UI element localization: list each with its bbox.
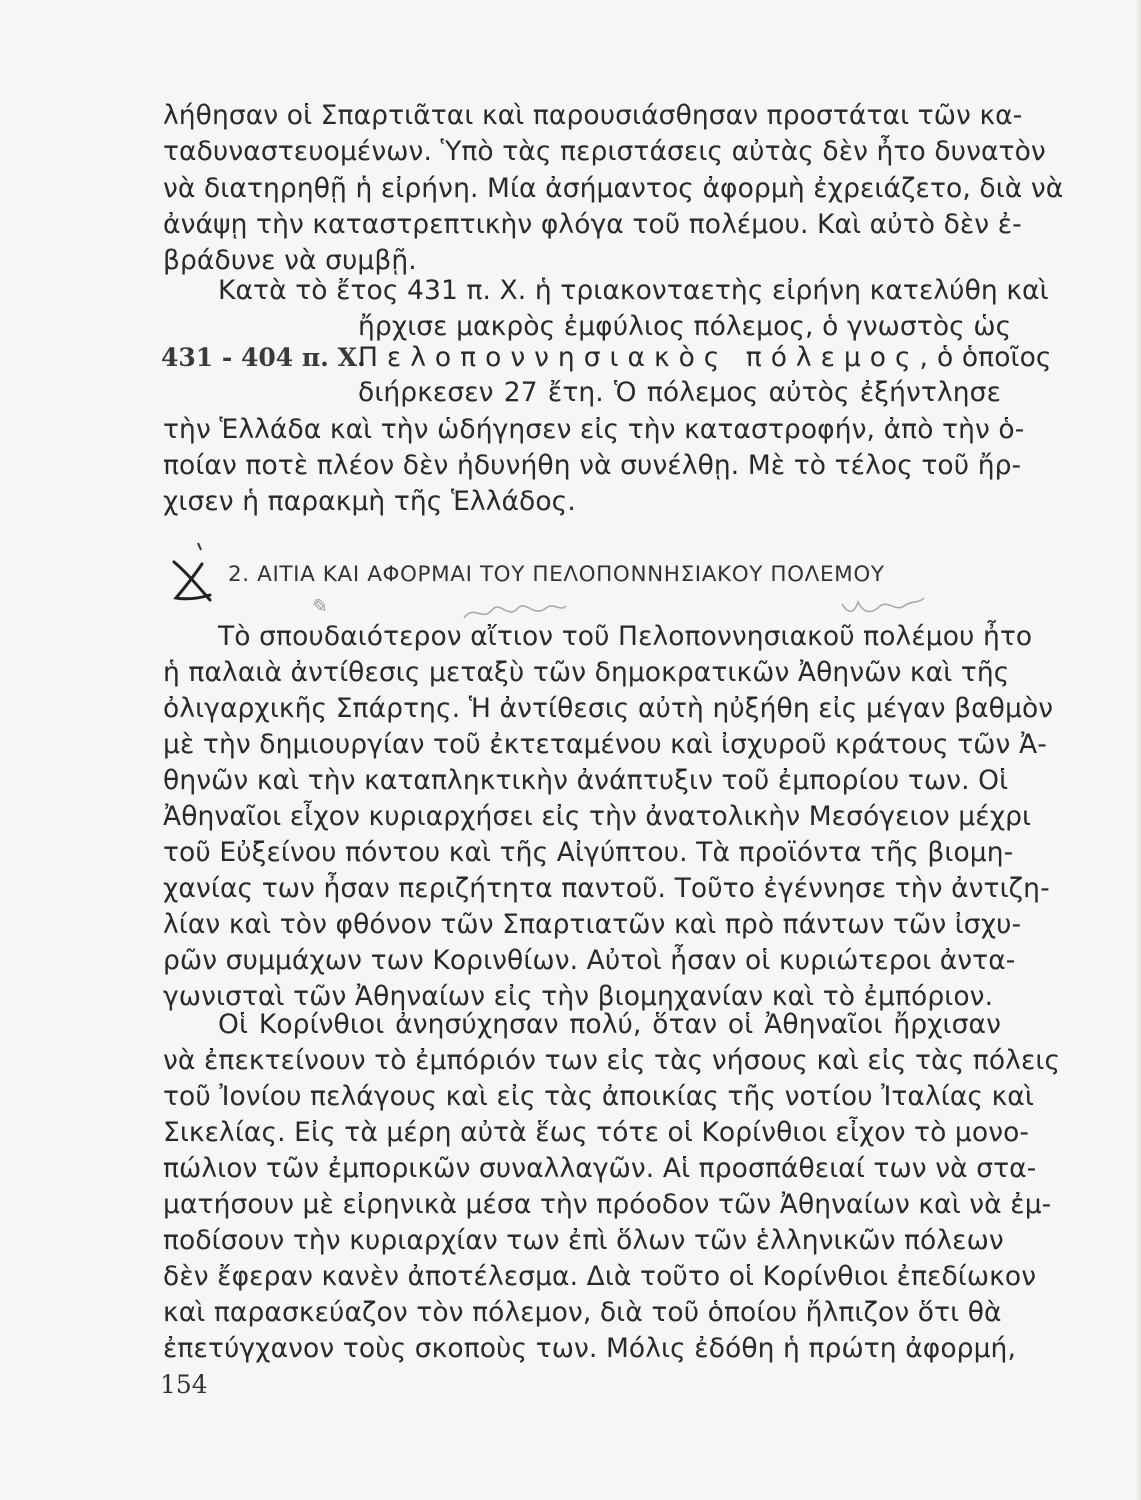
text-line: θηνῶν καὶ τὴν καταπληκτικὴν ἀνάπτυξιν τοῦ ἐμπορίου των. Οἱ xyxy=(163,765,1009,796)
text-line: Ἀθηναῖοι εἶχον κυριαρχήσει εἰς τὴν ἀνατολικὴν Μεσόγειον μέχρι xyxy=(163,801,1032,832)
text-line: πώλιον τῶν ἐμπορικῶν συναλλαγῶν. Αἱ προσπάθειαί των νὰ στα- xyxy=(163,1153,1037,1184)
text-line: τὴν Ἑλλάδα καὶ τὴν ὡδήγησεν εἰς τὴν καταστροφήν, ἀπὸ τὴν ὁ- xyxy=(163,414,1025,445)
text-line: βράδυνε νὰ συμβῇ. xyxy=(163,245,417,276)
text-line: νὰ ἐπεκτείνουν τὸ ἐμπόριόν των εἰς τὰς νήσους καὶ εἰς τὰς πόλεις xyxy=(163,1045,1061,1076)
text-line: ματήσουν μὲ εἰρηνικὰ μέσα τὴν πρόοδον τῶν Ἀθηναίων καὶ νὰ ἐμ- xyxy=(163,1189,1052,1220)
text-line: Κατὰ τὸ ἔτος 431 π. Χ. ἡ τριακονταετὴς εἰρήνη κατελύθη καὶ xyxy=(218,275,1049,306)
pencil-scribble-icon xyxy=(838,592,928,620)
text-line: Τὸ σπουδαιότερον αἴτιον τοῦ Πελοποννησιακοῦ πολέμου ἦτο xyxy=(218,621,1033,652)
text-line: δὲν ἔφεραν κανὲν ἀποτέλεσμα. Διὰ τοῦτο οἱ Κορίνθιοι ἐπεδίωκον xyxy=(163,1261,1037,1292)
section-heading: 2. ΑΙΤΙΑ ΚΑΙ ΑΦΟΡΜΑΙ ΤΟΥ ΠΕΛΟΠΟΝΝΗΣΙΑΚΟΥ ΠΟΛΕΜΟΥ xyxy=(228,562,885,587)
text-line: ποδίσουν τὴν κυριαρχίαν των ἐπὶ ὅλων τῶν ἑλληνικῶν πόλεων xyxy=(163,1225,1004,1256)
text-line: ταδυναστευομένων. Ὑπὸ τὰς περιστάσεις αὐτὰς δὲν ἦτο δυνατὸν xyxy=(163,136,1046,167)
text-line: ἤρχισε μακρὸς ἐμφύλιος πόλεμος, ὁ γνωστὸς ὡς xyxy=(358,311,1012,342)
text-line: Σικελίας. Εἰς τὰ μέρη αὐτὰ ἕως τότε οἱ Κορίνθιοι εἶχον τὸ μονο- xyxy=(163,1117,1030,1148)
text-fragment: ὁ ὁποῖος xyxy=(936,342,1052,373)
text-line: λίαν καὶ τὸν φθόνον τῶν Σπαρτιατῶν καὶ πρὸ πάντων τῶν ἰσχυ- xyxy=(163,909,1022,940)
pencil-note-icon: ✎ xyxy=(308,593,329,619)
text-line: διήρκεσεν 27 ἔτη. Ὁ πόλεμος αὐτὸς ἐξήντλησε xyxy=(358,377,1001,408)
text-line: χανίας των ἦσαν περιζήτητα παντοῦ. Τοῦτο ἐγέννησε τὴν ἀντιζη- xyxy=(163,873,1050,904)
page-number: 154 xyxy=(160,1370,208,1399)
text-line: Οἱ Κορίνθιοι ἀνησύχησαν πολύ, ὅταν οἱ Ἀθηναῖοι ἤρχισαν xyxy=(218,1009,1001,1040)
text-line: μὲ τὴν δημιουργίαν τοῦ ἐκτεταμένου καὶ ἰσχυροῦ κράτους τῶν Ἀ- xyxy=(163,729,1047,760)
text-line: ἀνάψῃ τὴν καταστρεπτικὴν φλόγα τοῦ πολέμου. Καὶ αὐτὸ δὲν ἐ- xyxy=(163,209,1022,240)
text-line: ὀλιγαρχικῆς Σπάρτης. Ἡ ἀντίθεσις αὐτὴ ηὐξήθη εἰς μέγαν βαθμὸν xyxy=(163,693,1054,724)
text-line: ἐπετύγχανον τοὺς σκοποὺς των. Μόλις ἐδόθη ἡ πρώτη ἀφορμή, xyxy=(163,1333,1016,1364)
text-line: νὰ διατηρηθῇ ἡ εἰρήνη. Μία ἀσήμαντος ἀφορμὴ ἐχρειάζετο, διὰ νὰ xyxy=(163,173,1064,204)
text-line: ποίαν ποτὲ πλέον δὲν ἠδυνήθη νὰ συνέλθῃ. Μὲ τὸ τέλος τοῦ ἤρ- xyxy=(163,450,1022,481)
text-line: τοῦ Εὐξείνου πόντου καὶ τῆς Αἰγύπτου. Τὰ προϊόντα τῆς βιομη- xyxy=(163,837,1014,868)
margin-date-note: 431 - 404 π. Χ. xyxy=(161,343,366,372)
text-line: γωνισταὶ τῶν Ἀθηναίων εἰς τὴν βιομηχανίαν καὶ τὸ ἐμπόριον. xyxy=(163,981,994,1012)
text-line: χισεν ἡ παρακμὴ τῆς Ἑλλάδος. xyxy=(163,486,576,517)
text-line: ρῶν συμμάχων των Κορινθίων. Αὐτοὶ ἦσαν οἱ κυριώτεροι ἀντα- xyxy=(163,945,1016,976)
text-line-spaced xyxy=(358,340,1052,376)
text-line: λήθησαν οἱ Σπαρτιᾶται καὶ παρουσιάσθησαν προστάται τῶν κα- xyxy=(163,100,1023,131)
text-line: τοῦ Ἰονίου πελάγους καὶ εἰς τὰς ἀποικίας τῆς νοτίου Ἰταλίας καὶ xyxy=(163,1081,1034,1112)
handwritten-mark-icon xyxy=(168,540,226,610)
spaced-war-name: Πελοποννησιακὸς πόλεμος, xyxy=(358,342,937,373)
text-line: ἡ παλαιὰ ἀντίθεσις μεταξὺ τῶν δημοκρατικῶν Ἀθηνῶν καὶ τῆς xyxy=(163,657,1010,688)
text-line: καὶ παρασκεύαζον τὸν πόλεμον, διὰ τοῦ ὁποίου ἤλπιζον ὅτι θὰ xyxy=(163,1297,1002,1328)
